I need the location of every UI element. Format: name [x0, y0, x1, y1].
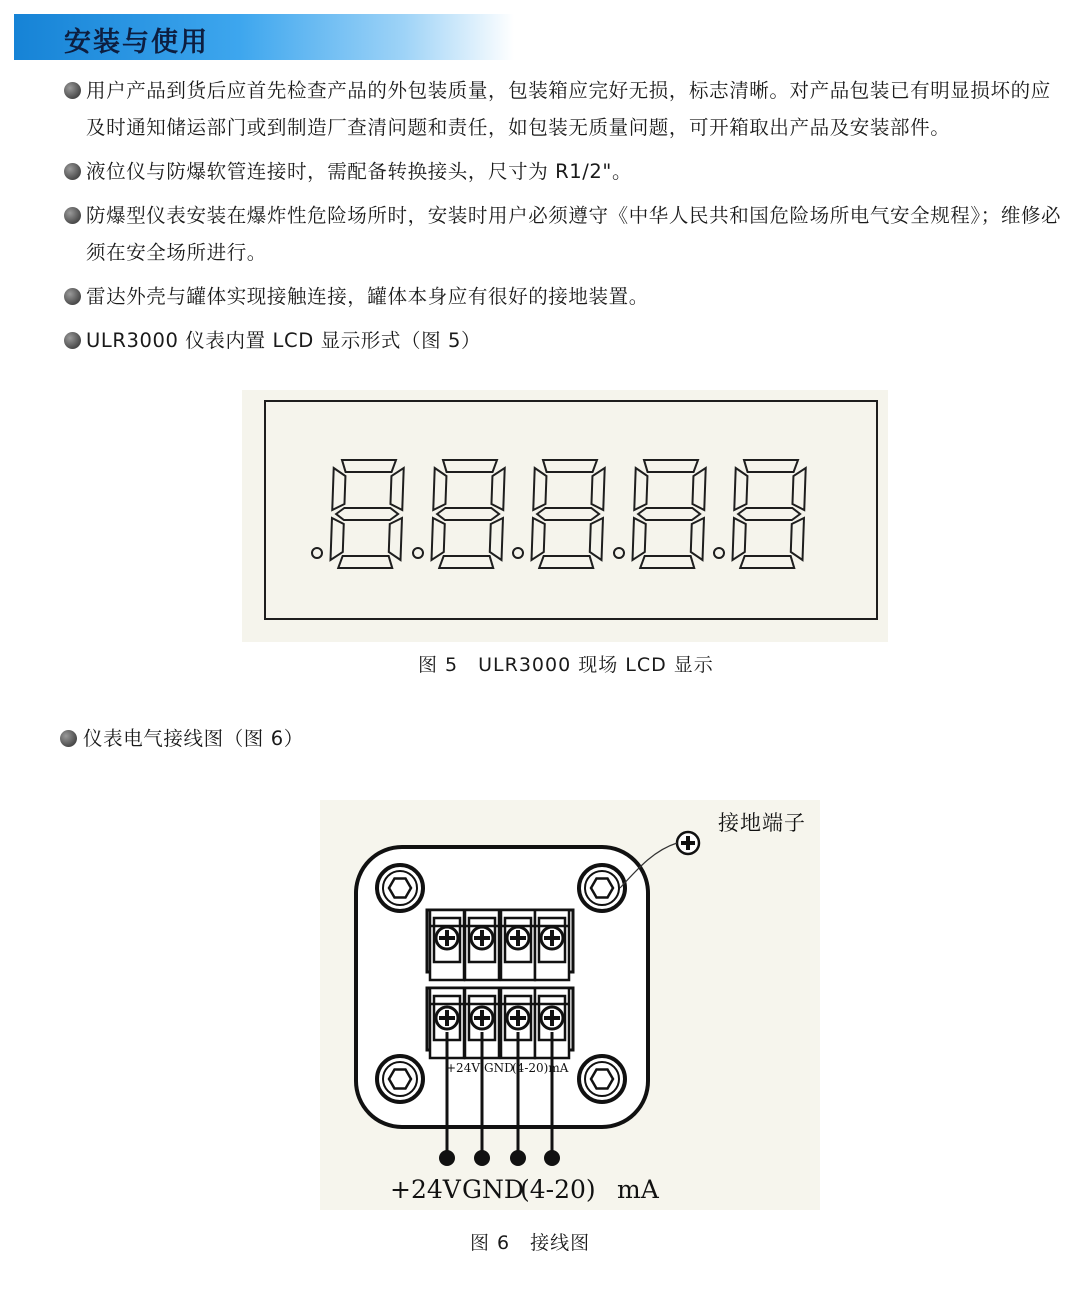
terminal-label-24v: +24V [446, 1061, 480, 1075]
wire-label-ma: mA [617, 1175, 659, 1204]
terminal-small-labels [446, 1061, 569, 1075]
bullet-item-grounding: 雷达外壳与罐体实现接触连接，罐体本身应有很好的接地装置。 [64, 278, 1064, 315]
wire-label-4-20: (4-20) [520, 1175, 596, 1204]
section-title: 安装与使用 [64, 27, 209, 58]
figure6-caption: 图 6 接线图 [470, 1232, 591, 1254]
wire-labels [390, 1175, 660, 1204]
terminal-block-upper [427, 910, 573, 980]
bullet-item-lcd: ULR3000 仪表内置 LCD 显示形式（图 5） [64, 322, 1064, 359]
wire-label-24v: +24V [390, 1175, 461, 1204]
figure5-caption: 图 5 ULR3000 现场 LCD 显示 [418, 654, 714, 676]
wire-label-gnd: GND [462, 1175, 524, 1204]
bullet-item-explosion-proof: 防爆型仪表安装在爆炸性危险场所时，安装时用户必须遵守《中华人民共和国危险场所电气安全规程》；维修必须在安全场所进行。 [64, 197, 1064, 271]
wire-end-dots [439, 1150, 560, 1166]
bullet-item-inspection: 用户产品到货后应首先检查产品的外包装质量，包装箱应完好无损，标志清晰。对产品包装已有明显损坏的应及时通知储运部门或到制造厂查清问题和责任，如包装无质量问题，可开箱取出产品及安装部件。 [64, 72, 1064, 146]
bullet-item-connector: 液位仪与防爆软管连接时，需配备转换接头，尺寸为 R1/2"。 [64, 153, 1064, 190]
terminal-label-4-20ma: (4-20)mA [512, 1061, 569, 1075]
ground-terminal-icon [677, 832, 699, 854]
ground-terminal-label: 接地端子 [718, 811, 806, 835]
bullet-item-wiring: 仪表电气接线图（图 6） [60, 724, 304, 754]
terminal-label-gnd: GND [484, 1061, 514, 1075]
